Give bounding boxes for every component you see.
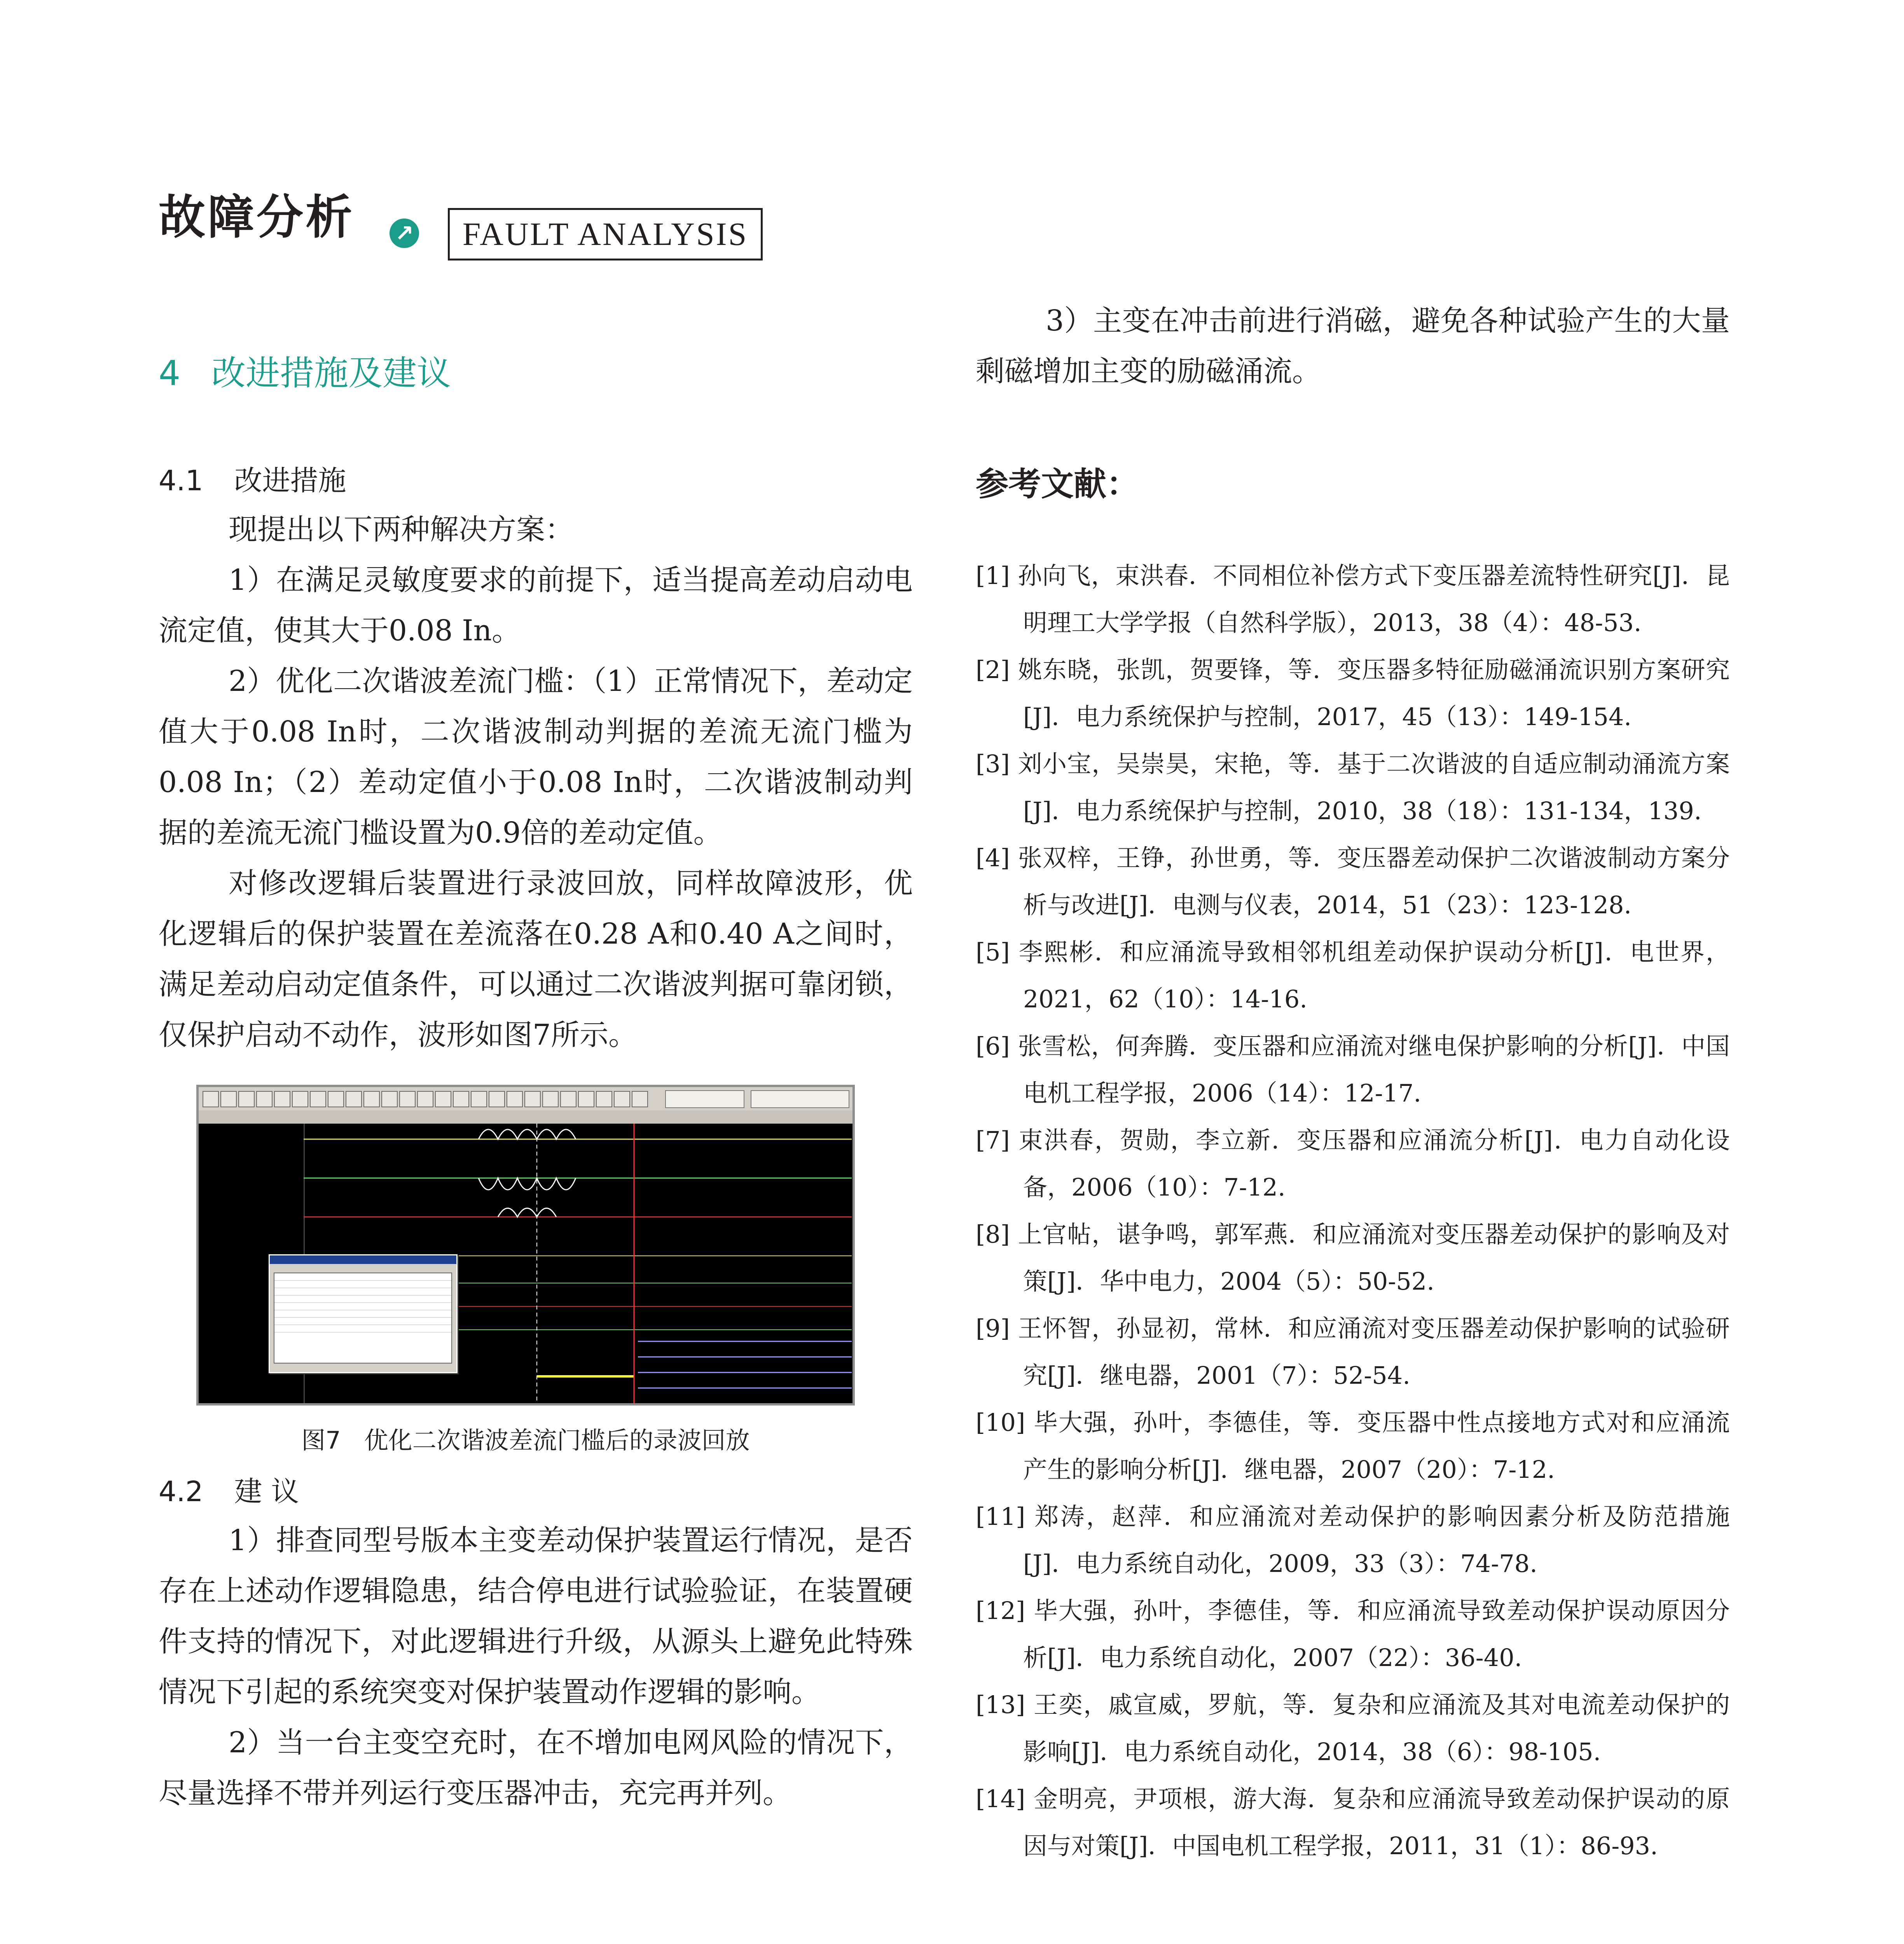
left-column-text-2: [159, 1515, 913, 1818]
reference-item: [14] 金明亮，尹项根，游大海．复杂和应涌流导致差动保护误动的原因与对策[J]．中国电机工程学报，2011，31（1）：86-93.: [976, 1785, 1730, 1860]
references-list: [976, 552, 1730, 1869]
references-heading: 参考文献：: [976, 465, 1139, 503]
figure-toolbar: [199, 1087, 852, 1112]
waveform-figure: [196, 1085, 855, 1406]
arrow-up-right-icon: ↗: [390, 219, 419, 248]
reference-item: [4] 张双梓，王铮，孙世勇，等．变压器差动保护二次谐波制动方案分析与改进[J]．电测与仪表，2014，51（23）：123-128.: [976, 844, 1730, 919]
subsection-4-2-heading: [159, 1469, 913, 1509]
reference-item: [10] 毕大强，孙叶，李德佳，等．变压器中性点接地方式对和应涌流产生的影响分析[J]．继电器，2007（20）：7-12.: [976, 1408, 1730, 1484]
subsection-number: 4.1: [159, 464, 203, 497]
section-4-heading: [159, 346, 913, 395]
figure-caption-text: 优化二次谐波差流门槛后的录波回放: [364, 1426, 750, 1455]
reference-item: [11] 郑涛，赵萍．和应涌流对差动保护的影响因素分析及防范措施[J]．电力系统自动化，2009，33（3）：74-78.: [976, 1502, 1730, 1578]
paragraph: 3）主变在冲击前进行消磁，避免各种试验产生的大量剩磁增加主变的励磁涌流。: [976, 304, 1730, 388]
analysis-dialog: [269, 1254, 458, 1373]
paragraph: 对修改逻辑后装置进行录波回放，同样故障波形，优化逻辑后的保护装置在差流落在0.28 A和0.40 A之间时，满足差动启动定值条件，可以通过二次谐波判据可靠闭锁，仅保护启动不动作，波形如图7所示。: [159, 867, 913, 1052]
reference-item: [8] 上官帖，谌争鸣，郭军燕．和应涌流对变压器差动保护的影响及对策[J]．华中电力，2004（5）：50-52.: [976, 1220, 1730, 1295]
section-number: 4: [159, 353, 180, 393]
figure-caption: [196, 1421, 855, 1456]
paragraph: 2）当一台主变空充时，在不增加电网风险的情况下，尽量选择不带并列运行变压器冲击，充完再并列。: [159, 1726, 913, 1810]
section-label: 故障分析: [159, 191, 355, 245]
subsection-title: 建 议: [234, 1475, 299, 1508]
subsection-title: 改进措施: [234, 464, 346, 497]
figure-statusbar: [199, 1110, 852, 1124]
figure-label: 图7: [301, 1426, 341, 1455]
reference-item: [13] 王奕，戚宣威，罗航，等．复杂和应涌流及其对电流差动保护的影响[J]．电力系统自动化，2014，38（6）：98-105.: [976, 1691, 1730, 1766]
reference-item: [2] 姚东晓，张凯，贺要锋，等．变压器多特征励磁涌流识别方案研究[J]．电力系统保护与控制，2017，45（13）：149-154.: [976, 656, 1730, 731]
right-column-text: [976, 295, 1730, 397]
reference-item: [6] 张雪松，何奔腾．变压器和应涌流对继电保护影响的分析[J]．中国电机工程学报，2006（14）：12-17.: [976, 1032, 1730, 1107]
left-column-text-1: [159, 504, 913, 1060]
reference-item: [12] 毕大强，孙叶，李德佳，等．和应涌流导致差动保护误动原因分析[J]．电力系统自动化，2007（22）：36-40.: [976, 1596, 1730, 1672]
paragraph: 1）在满足灵敏度要求的前提下，适当提高差动启动电流定值，使其大于0.08 In。: [159, 563, 913, 647]
section-title: 改进措施及建议: [211, 353, 451, 393]
subsection-4-1-heading: [159, 458, 913, 498]
subsection-number: 4.2: [159, 1475, 203, 1508]
reference-item: [5] 李熙彬．和应涌流导致相邻机组差动保护误动分析[J]．电世界，2021，62（10）：14-16.: [976, 938, 1730, 1013]
reference-item: [3] 刘小宝，吴崇昊，宋艳，等．基于二次谐波的自适应制动涌流方案[J]．电力系统保护与控制，2010，38（18）：131-134，139.: [976, 750, 1730, 825]
paragraph: 2）优化二次谐波差流门槛：（1）正常情况下，差动定值大于0.08 In时，二次谐波制动判据的差流无流门槛为0.08 In；（2）差动定值小于0.08 In时，二次谐波制动判据的差流无流门槛设置为0.9倍的差动定值。: [159, 664, 913, 850]
paragraph: 现提出以下两种解决方案：: [229, 513, 574, 546]
paragraph: 1）排查同型号版本主变差动保护装置运行情况，是否存在上述动作逻辑隐患，结合停电进行试验验证，在装置硬件支持的情况下，对此逻辑进行升级，从源头上避免此特殊情况下引起的系统突变对保护装置动作逻辑的影响。: [159, 1524, 913, 1709]
reference-item: [9] 王怀智，孙显初，常林．和应涌流对变压器差动保护影响的试验研究[J]．继电器，2001（7）：52-54.: [976, 1314, 1730, 1390]
reference-item: [1] 孙向飞，束洪春．不同相位补偿方式下变压器差流特性研究[J]．昆明理工大学学报（自然科学版），2013，38（4）：48-53.: [976, 561, 1730, 637]
reference-item: [7] 束洪春，贺勋，李立新．变压器和应涌流分析[J]．电力自动化设备，2006（10）：7-12.: [976, 1126, 1730, 1201]
section-label-en: FAULT ANALYSIS: [448, 208, 763, 260]
